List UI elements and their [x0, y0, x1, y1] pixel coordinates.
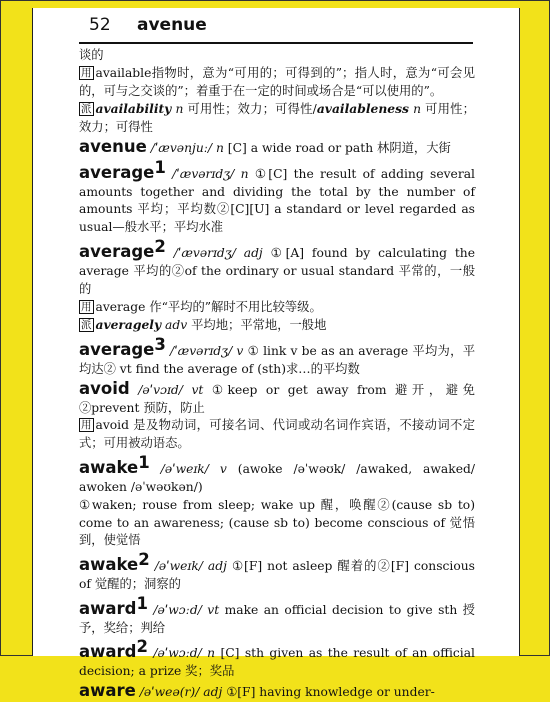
headword: average	[79, 242, 155, 262]
headword: award	[79, 642, 137, 662]
entry-awake1	[79, 454, 475, 550]
part-of-speech: adj	[243, 246, 263, 261]
part-of-speech: n	[215, 140, 224, 155]
entry-awake2	[79, 551, 475, 594]
part-of-speech: v	[219, 462, 227, 477]
definition-text: ① link v be as an average 平均为，平均达② vt find the average of (sth)求…的平均数	[79, 344, 475, 377]
entry-average3	[79, 336, 475, 379]
definition-text: average 作“平均的”解时不用比较等级。	[95, 299, 322, 314]
definition-text: ①[A] found by calculating the average 平均的②of the ordinary or usual standard 平常的，一般的	[79, 246, 475, 296]
entry-line	[79, 638, 475, 681]
part-of-speech: n	[413, 102, 421, 117]
derived-word: availableness	[316, 101, 409, 117]
entry-award1	[79, 595, 475, 638]
part-of-speech: vt	[191, 382, 204, 397]
headword: awake	[79, 555, 139, 575]
phonetic: /əˈvɔɪd/	[138, 382, 183, 397]
entry-aware	[79, 682, 475, 702]
phonetic: /əˈweɪk/	[160, 462, 209, 477]
headword: average	[79, 162, 155, 182]
entry-line	[79, 299, 475, 317]
definition-text: ①[F] not asleep 醒着的②[F] conscious of 觉醒的；洞察的	[79, 559, 475, 591]
entry-line	[79, 238, 475, 298]
entry-line	[79, 380, 475, 418]
definition-text: avoid 是及物动词，可接名词、代词或动名词作宾语，不接动词不定式；可用被动语态。	[79, 418, 475, 451]
entry-line	[79, 497, 475, 550]
derived-word: averagely	[95, 317, 162, 333]
part-of-speech: n	[207, 646, 216, 661]
headword: awake	[79, 458, 139, 478]
entry-line	[79, 417, 475, 453]
phonetic: /ˈævərɪdʒ/	[173, 246, 236, 261]
homograph-number: 2	[136, 637, 148, 657]
usage-marker-box: 用	[81, 66, 92, 79]
homograph-number: 2	[154, 237, 166, 257]
headword: avenue	[79, 136, 147, 156]
homograph-number: 1	[154, 157, 166, 177]
entry-line	[79, 100, 475, 137]
phonetic: /ˈævərɪdʒ/	[170, 344, 233, 359]
phonetic: /əˈwɔːd/	[153, 646, 202, 661]
phonetic: /əˈweɪk/	[154, 559, 203, 574]
usage-marker-box: 用	[81, 300, 92, 313]
page-header	[79, 10, 473, 44]
headword: avoid	[79, 378, 130, 398]
entry-award2	[79, 638, 475, 681]
entry-avenue	[79, 138, 475, 158]
definition-text: ①[F] having knowledge or under-	[226, 685, 435, 700]
usage-marker-box: 派	[81, 319, 92, 332]
entry-line	[79, 336, 475, 379]
derived-word: availability	[95, 101, 172, 117]
entry-line	[79, 65, 475, 101]
definition-text: ①[C] the result of adding several amounts together and dividing the total by the number of amounts 平均；平均数②[C][U] a standard or level regarded as usual—般水平；平均水准	[79, 166, 475, 235]
entry-line	[79, 682, 475, 702]
phonetic: /əˈweə(r)/	[139, 685, 200, 700]
definition-text: (awoke /əˈwəʊk/ /awaked, awaked/ awoken /əˈwəʊkən/)	[79, 462, 475, 494]
entry-average2	[79, 238, 475, 335]
homograph-number: 2	[138, 550, 150, 570]
part-of-speech: adv	[165, 318, 188, 333]
headword: average	[79, 340, 155, 360]
homograph-number: 1	[138, 453, 150, 473]
definition-text: 可用性；效力；可得性	[79, 102, 475, 135]
part-of-speech: v	[236, 344, 244, 359]
headword: award	[79, 598, 137, 618]
guide-word: avenue	[137, 15, 207, 35]
entry-avoid	[79, 380, 475, 453]
part-of-speech: n	[175, 102, 184, 117]
definition-text: make an official decision to give sth 授予，奖给；判给	[79, 602, 475, 635]
entry-average1	[79, 159, 475, 237]
definition-text: ①waken; rouse from sleep; wake up 醒，唤醒②(cause sb to) come to an awareness; (cause sb to) become conscious of 觉悟到，使觉悟	[79, 497, 475, 548]
entry-line	[79, 454, 475, 497]
entry-line	[79, 551, 475, 594]
phonetic: /ˈævənjuː/	[150, 140, 213, 155]
part-of-speech: adj	[203, 685, 223, 700]
headword: aware	[79, 681, 136, 701]
definition-text: 可用性；效力；可得性/	[187, 102, 317, 117]
entry-line	[79, 159, 475, 237]
part-of-speech: adj	[207, 559, 227, 574]
part-of-speech: n	[240, 166, 249, 181]
definition-text: [C] sth given as the result of an official decision; a prize 奖；奖品	[79, 646, 475, 679]
definition-text: [C] a wide road or path 林阴道，大街	[227, 140, 451, 155]
entry-line	[79, 595, 475, 638]
page-number: 52	[89, 15, 111, 35]
dictionary-page	[32, 8, 520, 701]
entries-body	[79, 46, 475, 702]
definition-text: available指物时，意为“可用的；可得到的”；指人时，意为“可会见的，可与之交谈的”；着重于在一定的时间或场合是“可以使用的”。	[79, 65, 475, 98]
entry-top-continuation	[79, 47, 475, 137]
entry-line	[79, 316, 475, 335]
definition-text: 谈的	[79, 48, 104, 62]
definition-text: 平均地；平常地，一般地	[191, 318, 327, 333]
entry-line	[79, 47, 475, 65]
entry-line	[79, 138, 475, 158]
phonetic: /ˈævərɪdʒ/	[172, 166, 235, 181]
homograph-number: 3	[154, 335, 166, 355]
usage-marker-box: 派	[81, 103, 92, 116]
phonetic: /əˈwɔːd/	[153, 602, 202, 617]
homograph-number: 1	[136, 593, 148, 613]
usage-marker-box: 用	[81, 419, 92, 432]
definition-text: ①keep or get away from 避开，避免②prevent 预防，防止	[79, 382, 475, 415]
part-of-speech: vt	[207, 602, 220, 617]
